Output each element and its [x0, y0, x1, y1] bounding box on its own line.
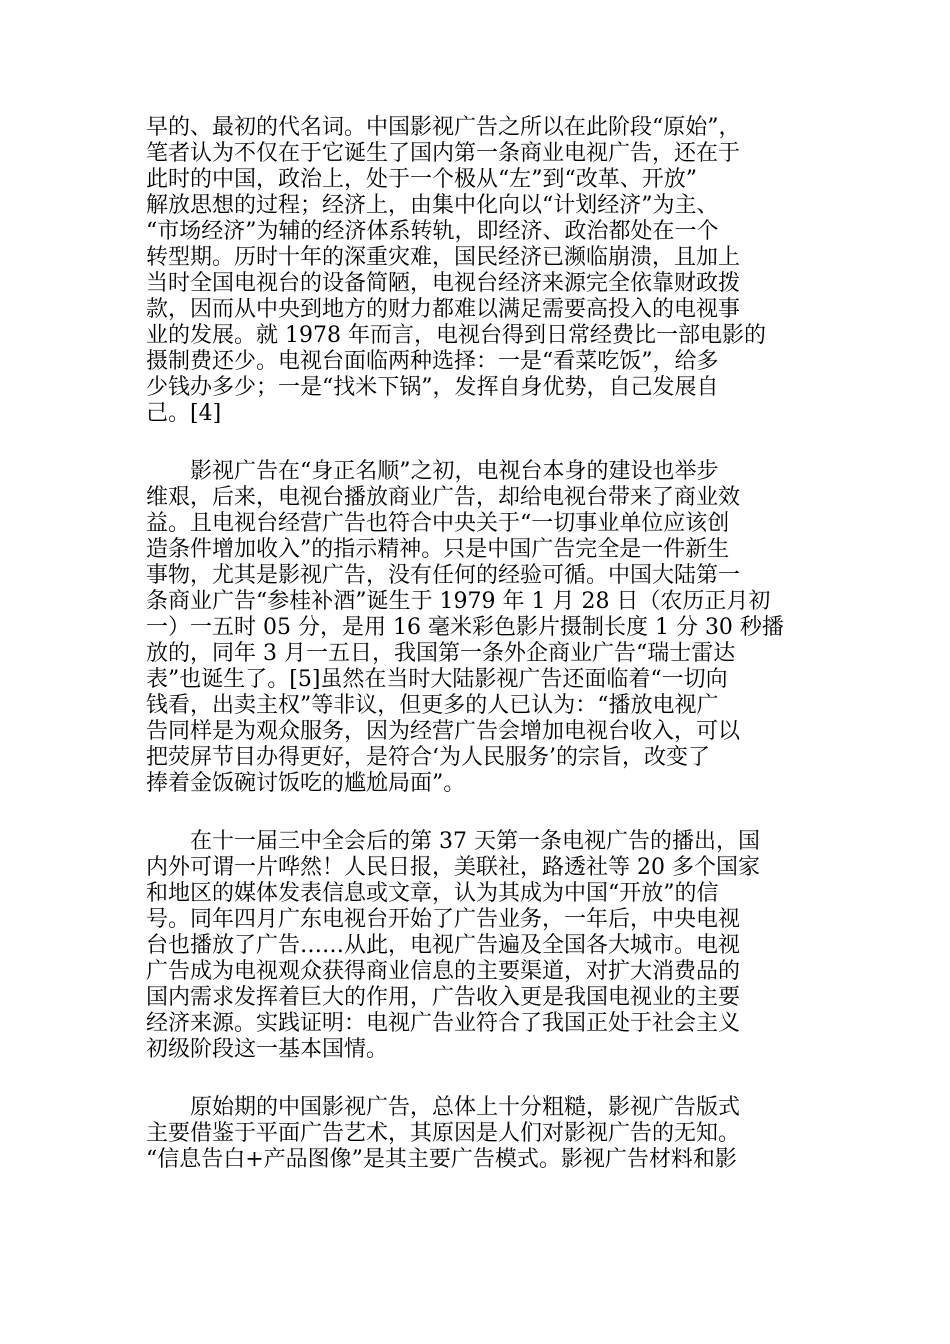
text-line: 放的，同年 3 月一五日，我国第一条外企商业广告“瑞士雷达	[146, 641, 736, 666]
paragraph-2	[146, 459, 806, 797]
text-line: 笔者认为不仅在于它诞生了国内第一条商业电视广告，还在于	[146, 141, 741, 166]
paragraph-3	[146, 829, 806, 1063]
text-line: 在十一届三中全会后的第 37 天第一条电视广告的播出，国	[190, 829, 760, 854]
text-line: 告同样是为观众服务，因为经营广告会增加电视台收入，可以	[146, 719, 741, 744]
text-line: 影视广告在“身正名顺”之初，电视台本身的建设也举步	[190, 459, 719, 484]
text-line: 广告成为电视观众获得商业信息的主要渠道，对扩大消费品的	[146, 959, 741, 984]
text-line: 解放思想的过程；经济上，由集中化向以“计划经济”为主、	[146, 193, 719, 218]
text-line: 初级阶段这一基本国情。	[146, 1037, 389, 1062]
text-line: 表”也诞生了。[5]虽然在当时大陆影视广告还面临着“一切向	[146, 667, 728, 692]
text-line: 国内需求发挥着巨大的作用，广告收入更是我国电视业的主要	[146, 985, 741, 1010]
text-line: “市场经济”为辅的经济体系转轨，即经济、政治都处在一个	[146, 219, 719, 244]
text-line: 和地区的媒体发表信息或文章，认为其成为中国“开放”的信	[146, 881, 719, 906]
text-line: 摄制费还少。电视台面临两种选择：一是“看菜吃饭”，给多	[146, 349, 719, 374]
text-line: 少钱办多少；一是“找米下锅”，发挥自身优势，自己发展自	[146, 375, 719, 400]
text-line: 条商业广告“参桂补酒”诞生于 1979 年 1 月 28 日（农历正月初	[146, 589, 771, 614]
text-line: 台也播放了广告……从此，电视广告遍及全国各大城市。电视	[146, 933, 741, 958]
text-line: 经济来源。实践证明：电视广告业符合了我国正处于社会主义	[146, 1011, 741, 1036]
text-line: 主要借鉴于平面广告艺术，其原因是人们对影视广告的无知。	[146, 1121, 741, 1146]
paragraph-1	[146, 115, 806, 427]
text-line: 原始期的中国影视广告，总体上十分粗糙，影视广告版式	[190, 1095, 741, 1120]
text-line: 内外可谓一片哗然！人民日报，美联社，路透社等 20 多个国家	[146, 855, 760, 880]
text-line: 把荧屏节目办得更好，是符合‘为人民服务’的宗旨，改变了	[146, 745, 710, 770]
document-body	[146, 115, 806, 1205]
text-line: 当时全国电视台的设备简陋，电视台经济来源完全依靠财政拨	[146, 271, 741, 296]
text-line: 业的发展。就 1978 年而言，电视台得到日常经费比一部电影的	[146, 323, 766, 348]
text-line: 转型期。历时十年的深重灾难，国民经济已濒临崩溃，且加上	[146, 245, 741, 270]
text-line: 事物，尤其是影视广告，没有任何的经验可循。中国大陆第一	[146, 563, 741, 588]
text-line: “信息告白+产品图像”是其主要广告模式。影视广告材料和影	[146, 1147, 737, 1172]
text-line: 款，因而从中央到地方的财力都难以满足需要高投入的电视事	[146, 297, 741, 322]
text-line: 号。同年四月广东电视台开始了广告业务，一年后，中央电视	[146, 907, 741, 932]
text-line: 一）一五时 05 分，是用 16 毫米彩色影片摄制长度 1 分 30 秒播	[146, 615, 784, 640]
text-line: 此时的中国，政治上，处于一个极从“左”到“改革、开放”	[146, 167, 697, 192]
text-line: 钱看，出卖主权”等非议，但更多的人已认为：“播放电视广	[146, 693, 719, 718]
paragraph-4	[146, 1095, 806, 1173]
text-line: 早的、最初的代名词。中国影视广告之所以在此阶段“原始”，	[146, 115, 741, 140]
text-line: 己。[4]	[146, 401, 222, 426]
text-line: 益。且电视台经营广告也符合中央关于“一切事业单位应该创	[146, 511, 730, 536]
text-line: 捧着金饭碗讨饭吃的尴尬局面”。	[146, 771, 466, 796]
text-line: 维艰，后来，电视台播放商业广告，却给电视台带来了商业效	[146, 485, 741, 510]
text-line: 造条件增加收入”的指示精神。只是中国广告完全是一件新生	[146, 537, 730, 562]
